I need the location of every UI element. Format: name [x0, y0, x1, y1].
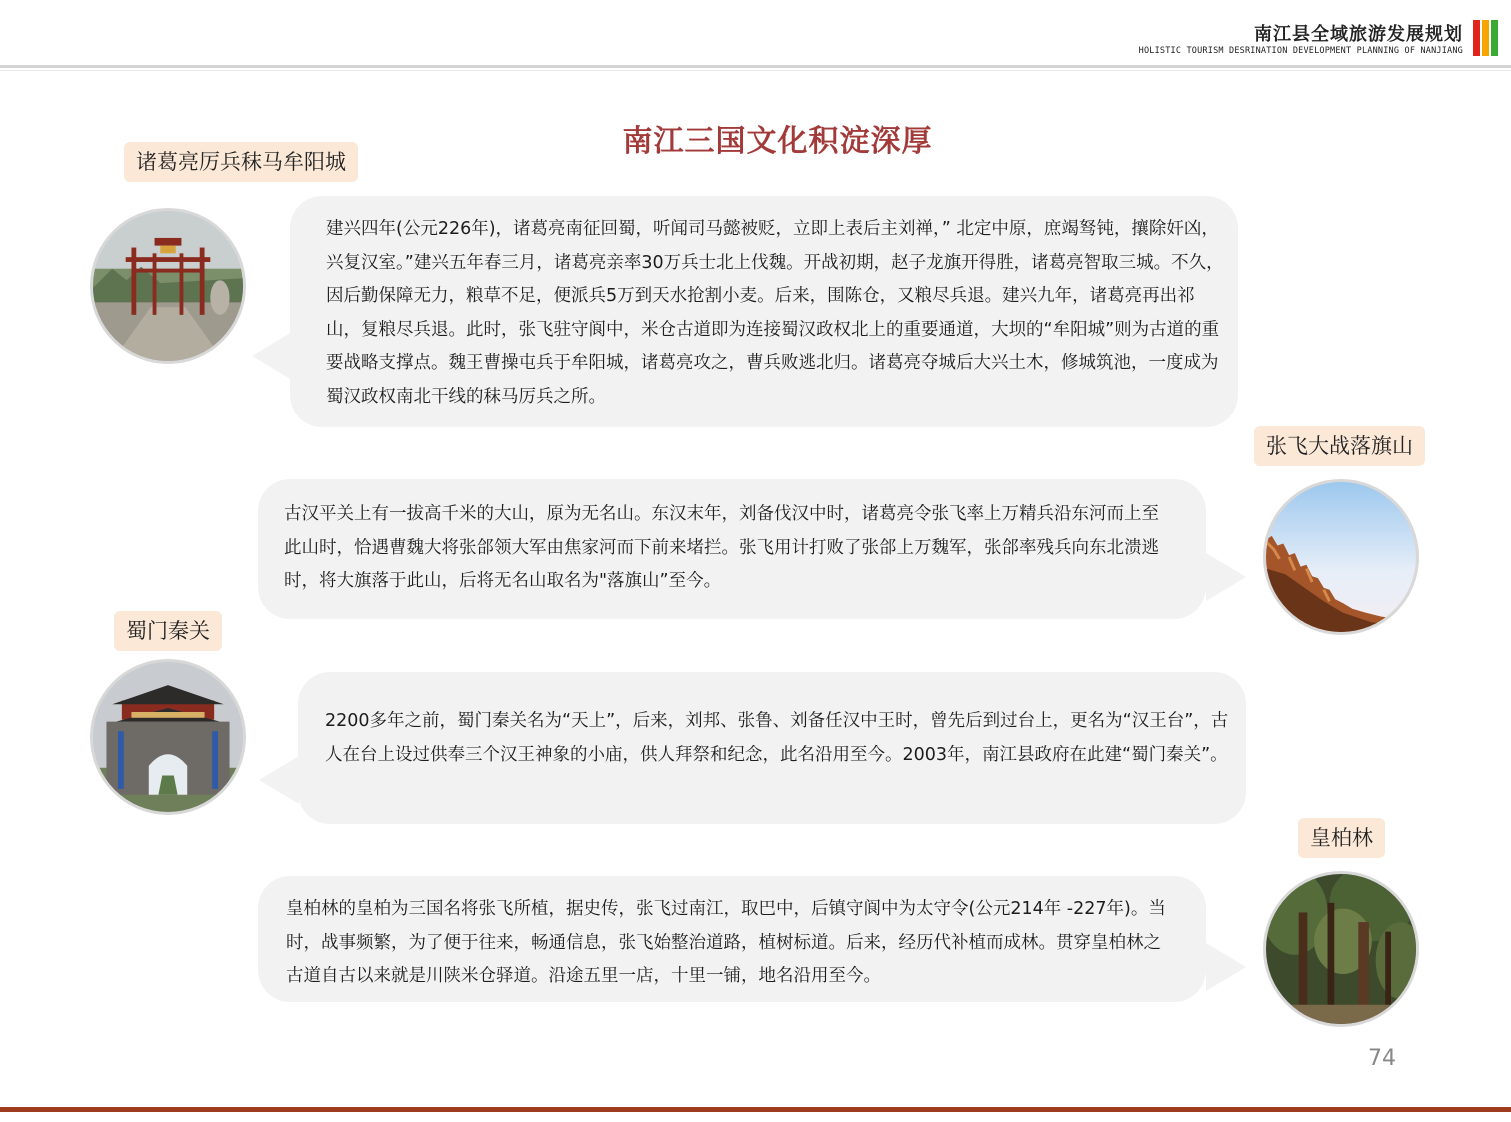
- mountain-ridge-photo: [1263, 479, 1419, 635]
- memorial-archway-photo: [90, 208, 246, 364]
- bubble-pointer: [259, 756, 299, 804]
- mountain-ridge-icon: [1266, 482, 1416, 632]
- logo-bars-icon: [1473, 20, 1499, 56]
- section-bubble-shumen-qinguan: [298, 672, 1246, 824]
- section-bubble-huangbai-forest: [258, 876, 1206, 1002]
- header-divider: [0, 65, 1511, 68]
- page-header: [0, 0, 1511, 72]
- footer-bar: [0, 1107, 1511, 1112]
- page-number: 74: [1368, 1046, 1396, 1071]
- bubble-pointer: [1206, 553, 1246, 601]
- memorial-archway-icon: [93, 211, 243, 361]
- header-divider-thin: [0, 70, 1511, 71]
- section-tag-shumen-qinguan: 蜀门秦关: [114, 611, 222, 651]
- header-subtitle: HOLISTIC TOURISM DESRINATION DEVELOPMENT PLANNING OF NANJIANG: [1138, 46, 1463, 56]
- section-bubble-luoqi-mountain: [258, 479, 1206, 619]
- bubble-pointer: [1206, 943, 1246, 991]
- section-text-huangbai-forest: 皇柏林的皇柏为三国名将张飞所植，据史传，张飞过南江，取巴中，后镇守阆中为太守令(公元214年 -227年)。当时，战事频繁，为了便于往来，畅通信息，张飞始整治道路，植树标道。后来，经历代补植而成林。贯穿皇柏林之古道自古以来就是川陕米仓驿道。沿途五里一店，十里一铺，地名沿用至今。: [286, 899, 1166, 986]
- section-text-luoqi-mountain: 古汉平关上有一拔高千米的大山，原为无名山。东汉末年，刘备伐汉中时，诸葛亮令张飞率上万精兵沿东河而上至此山时，恰遇曹魏大将张郃领大军由焦家河而下前来堵拦。张飞用计打败了张郃上万魏军，张郃率残兵向东北溃逃时，将大旗落于此山，后将无名山取名为"落旗山”至今。: [284, 504, 1159, 591]
- bubble-pointer: [252, 332, 292, 380]
- city-gate-photo: [90, 659, 246, 815]
- cypress-forest-photo: [1263, 871, 1419, 1027]
- header-title: 南江县全域旅游发展规划: [1254, 24, 1463, 45]
- section-tag-huangbai-forest: 皇柏林: [1298, 818, 1385, 858]
- cypress-forest-icon: [1266, 874, 1416, 1024]
- city-gate-icon: [93, 662, 243, 812]
- section-tag-luoqi-mountain: 张飞大战落旗山: [1254, 426, 1425, 466]
- section-bubble-zhuge-liang: [290, 196, 1238, 427]
- section-text-zhuge-liang: 建兴四年(公元226年)，诸葛亮南征回蜀，听闻司马懿被贬，立即上表后主刘禅，” 北定中原，庶竭驽钝，攘除奸凶，兴复汉室。”建兴五年春三月，诸葛亮亲率30万兵士北上伐魏。开战初期，赵子龙旗开得胜，诸葛亮智取三城。不久，因后勤保障无力，粮草不足，便派兵5万到天水抢割小麦。后来，围陈仓，又粮尽兵退。建兴九年，诸葛亮再出祁山，复粮尽兵退。此时，张飞驻守阆中，米仓古道即为连接蜀汉政权北上的重要通道，大坝的“牟阳城”则为古道的重要战略支撑点。魏王曹操屯兵于牟阳城，诸葛亮攻之，曹兵败逃北归。诸葛亮夺城后大兴土木，修城筑池，一度成为蜀汉政权南北干线的秣马厉兵之所。: [326, 219, 1224, 407]
- section-tag-zhuge-liang: 诸葛亮厉兵秣马牟阳城: [124, 142, 358, 182]
- section-text-shumen-qinguan: 2200多年之前，蜀门秦关名为“天上”，后来，刘邦、张鲁、刘备任汉中王时，曾先后到过台上，更名为“汉王台”，古人在台上设过供奉三个汉王神象的小庙，供人拜祭和纪念，此名沿用至今。2003年，南江县政府在此建“蜀门秦关”。: [325, 711, 1229, 765]
- page-title: 南江三国文化积淀深厚: [622, 124, 933, 159]
